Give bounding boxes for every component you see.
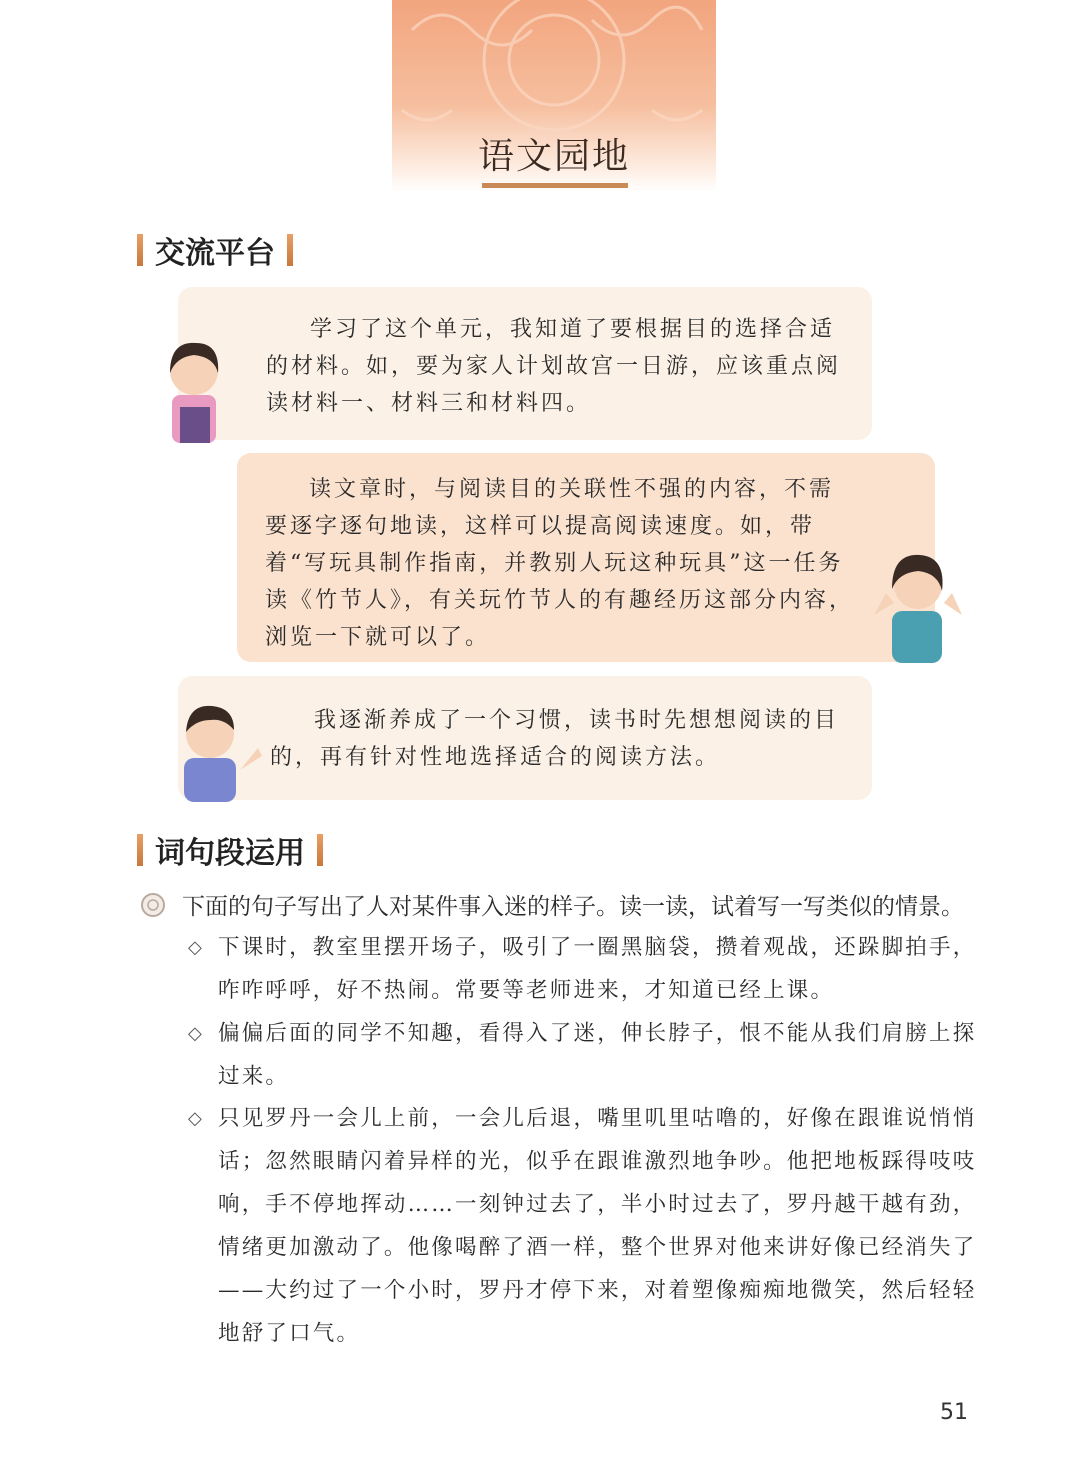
sentence-text: 只见罗丹一会儿上前，一会儿后退，嘴里叽里咕噜的，好像在跟谁说悄悄话；忽然眼睛闪着异样的光，似乎在跟谁激烈地争吵。他把地板踩得吱吱响，手不停地挥动……一刻钟过去了，半小时过去了，罗丹越干越有劲，情绪更加激动了。他像喝醉了酒一样，整个世界对他来讲好像已经消失了——大约过了一个小时，罗丹才停下来，对着塑像痴痴地微笑，然后轻轻地舒了口气。 [218, 1106, 977, 1346]
instruction-text: 下面的句子写出了人对某件事入迷的样子。读一读，试着写一写类似的情景。 [182, 894, 964, 920]
section-heading-word-usage [137, 828, 323, 872]
page-title: 语文园地 [477, 136, 630, 177]
sentence-text: 偏偏后面的同学不知趣，看得入了迷，伸长脖子，恨不能从我们肩膀上探过来。 [218, 1021, 977, 1089]
diamond-bullet-icon: ◇ [188, 1023, 205, 1044]
heading-bar-icon [287, 234, 293, 266]
bubble-text: 我逐渐养成了一个习惯，读书时先想想阅读的目的，再有针对性地选择适合的阅读方法。 [270, 708, 840, 770]
girl-avatar-icon [150, 335, 240, 443]
diamond-bullet-icon: ◇ [188, 1108, 205, 1129]
boy-avatar-icon [170, 698, 265, 802]
exercise-instruction [140, 888, 964, 921]
title-underline [482, 183, 628, 188]
example-sentence [188, 1097, 978, 1355]
heading-bar-icon [137, 834, 143, 866]
sentence-text: 下课时，教室里摆开场子，吸引了一圈黑脑袋，攒着观战，还跺脚拍手，咋咋呼呼，好不热闹。常要等老师进来，才知道已经上课。 [218, 935, 977, 1003]
girl-avatar-icon [868, 545, 968, 663]
bubble-text: 读文章时，与阅读目的关联性不强的内容，不需要逐字逐句地读，这样可以提高阅读速度。如，带着“写玩具制作指南，并教别人玩这种玩具”这一任务读《竹节人》，有关玩竹节人的有趣经历这部分内容，浏览一下就可以了。 [265, 477, 855, 650]
page-number: 51 [940, 1400, 968, 1425]
diamond-bullet-icon: ◇ [188, 937, 205, 958]
speech-bubble [178, 676, 872, 800]
section-heading-text: 交流平台 [155, 236, 275, 271]
example-sentence [188, 926, 978, 1012]
heading-bar-icon [137, 234, 143, 266]
exercise-seal-icon [140, 892, 166, 918]
bubble-text: 学习了这个单元，我知道了要根据目的选择合适的材料。如，要为家人计划故宫一日游，应该重点阅读材料一、材料三和材料四。 [266, 317, 842, 416]
speech-bubble [237, 453, 935, 662]
example-sentence [188, 1012, 978, 1098]
section-heading-exchange [137, 228, 293, 272]
speech-bubble [178, 287, 872, 440]
heading-bar-icon [317, 834, 323, 866]
section-heading-text: 词句段运用 [155, 836, 305, 871]
